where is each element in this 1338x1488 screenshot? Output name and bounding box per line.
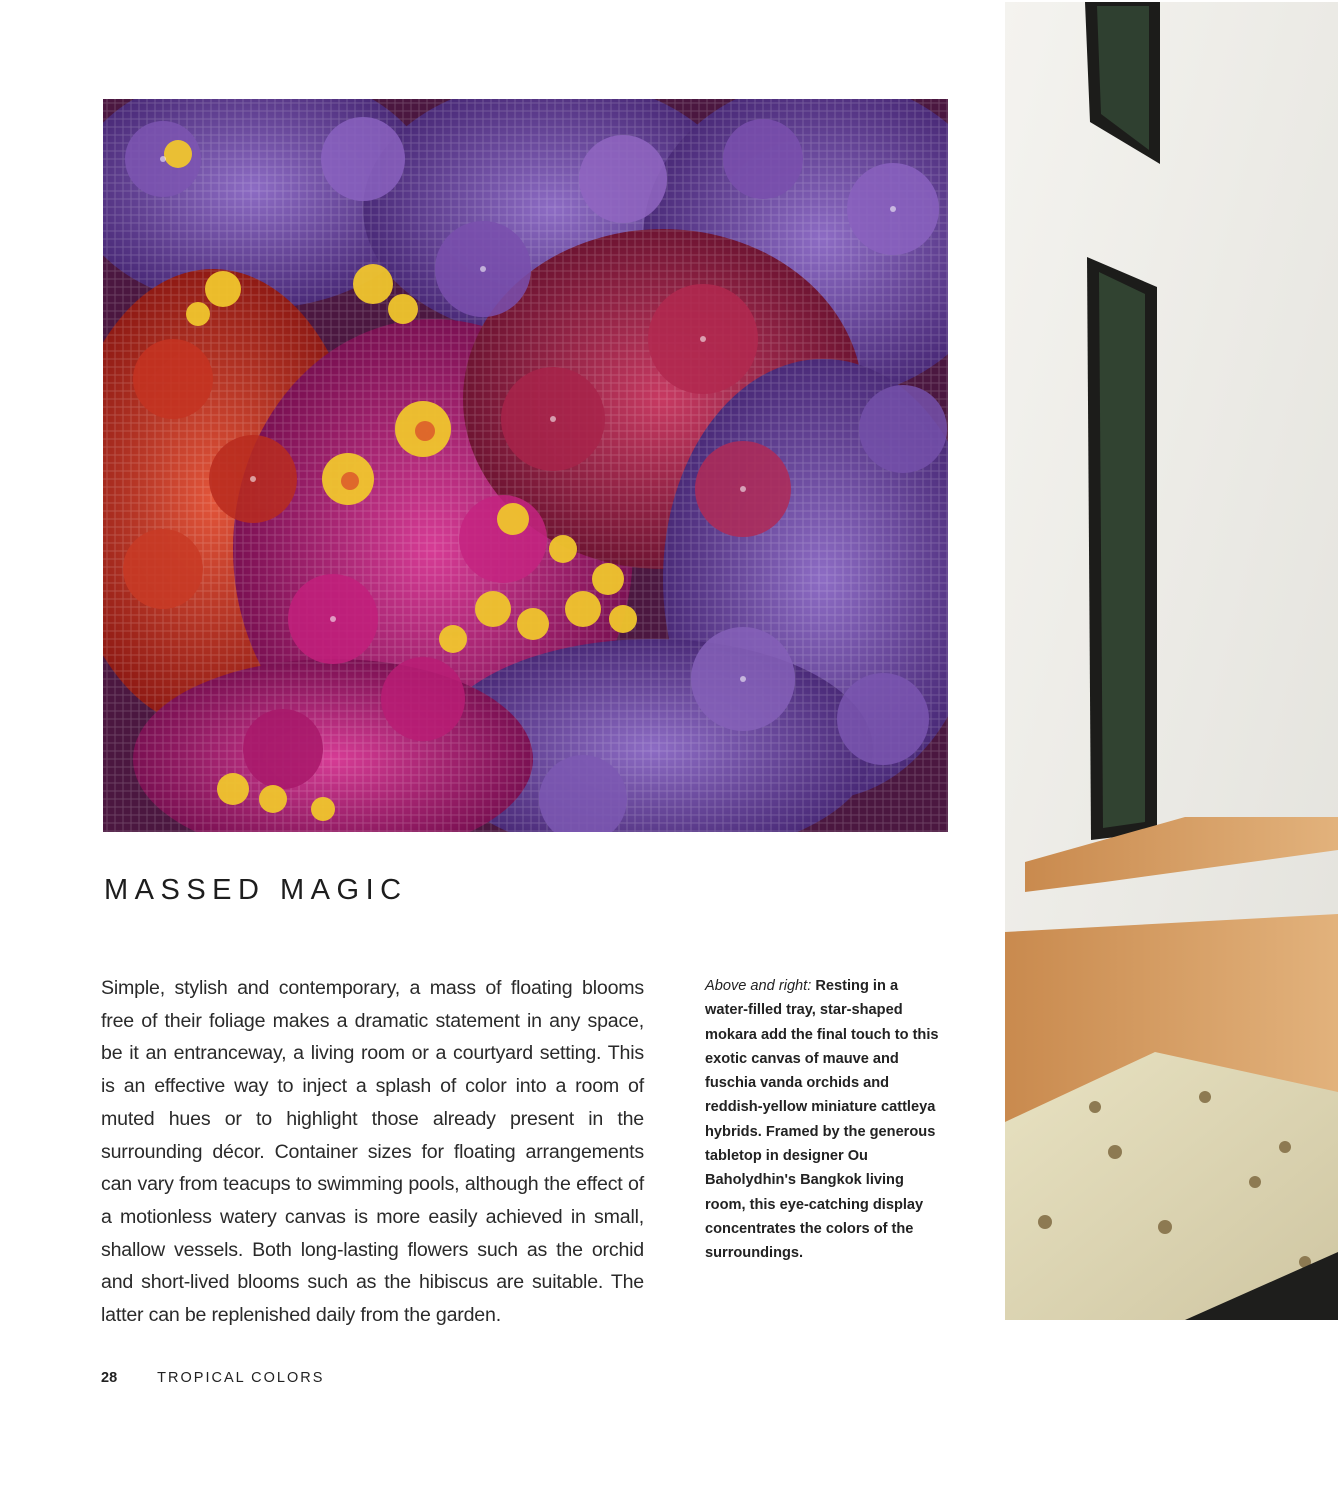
orchid-photo-art bbox=[103, 99, 948, 832]
page-number: 28 bbox=[101, 1370, 118, 1386]
caption-lead: Above and right: bbox=[705, 978, 812, 994]
article-heading: MASSED MAGIC bbox=[104, 874, 408, 906]
room-photo-art bbox=[1005, 2, 1338, 1320]
caption-text: Resting in a water-filled tray, star-shaped mokara add the final touch to this exotic canvas of mauve and fuschia vanda orchids and reddish-yellow miniature cattleya hybrids. Framed by the generous tabletop in designer Ou Baholydhin's Bangkok living room, this eye-catching display concentrates the colors of the surroundings. bbox=[705, 978, 939, 1262]
article-body: Simple, stylish and contemporary, a mass of floating blooms free of their foliage makes a dramatic statement in any space, be it an entranceway, a living room or a courtyard setting. This is an effective way to inject a splash of color into a room of muted hues or to highlight those already present in the surrounding décor. Container sizes for floating arrangements can vary from teacups to swimming pools, although the effect of a motionless watery canvas is more easily achieved in small, shallow vessels. Both long-lasting flowers such as the orchid and short-lived blooms such as the hibiscus are suitable. The latter can be replenished daily from the garden. bbox=[101, 977, 644, 1327]
section-title: TROPICAL COLORS bbox=[157, 1370, 325, 1386]
living-room-photo bbox=[1005, 2, 1338, 1320]
page-footer bbox=[101, 1370, 324, 1386]
orchid-arrangement-photo bbox=[103, 99, 948, 832]
photo-caption bbox=[705, 974, 941, 1266]
